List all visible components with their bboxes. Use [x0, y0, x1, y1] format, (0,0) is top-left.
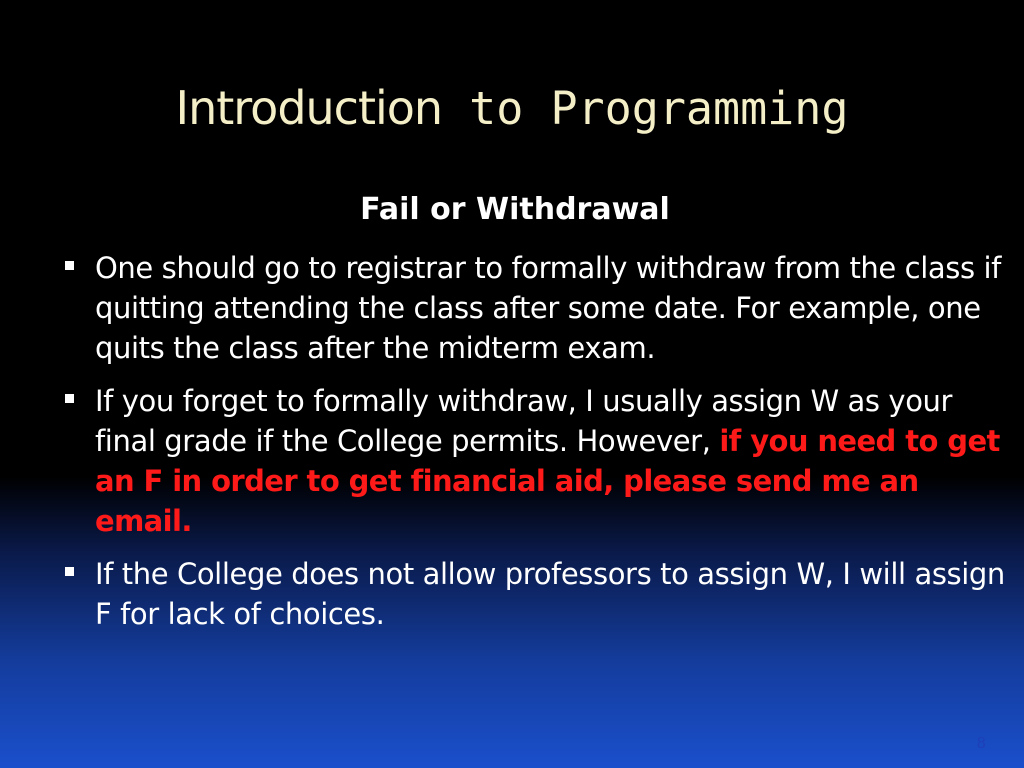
slide-title [0, 78, 1024, 139]
bullet-item [64, 554, 1014, 634]
slide-subtitle: Fail or Withdrawal [360, 192, 670, 227]
bullet-text: If the College does not allow professors to assign W, I will assign F for lack of choices. [95, 557, 1005, 631]
square-bullet-icon [65, 567, 74, 576]
bullet-text: One should go to registrar to formally withdraw from the class if quitting attending the class after some date. For example, one quits the class after the midterm exam. [95, 251, 1001, 365]
page-number: 8 [976, 734, 986, 752]
bullet-list [64, 248, 1014, 647]
square-bullet-icon [65, 394, 74, 403]
bullet-item [64, 381, 1014, 541]
title-part-to-programming: to Programming [442, 82, 849, 135]
square-bullet-icon [65, 261, 74, 270]
bullet-text: If you forget to formally withdraw, I usually assign W as your final grade if the College permits. However, [95, 384, 953, 458]
title-part-introduction: Introduction [175, 81, 443, 135]
bullet-emphasis-text: if you need to get an F in order to get financial aid, please send me an email. [95, 424, 1000, 538]
bullet-item [64, 248, 1014, 368]
